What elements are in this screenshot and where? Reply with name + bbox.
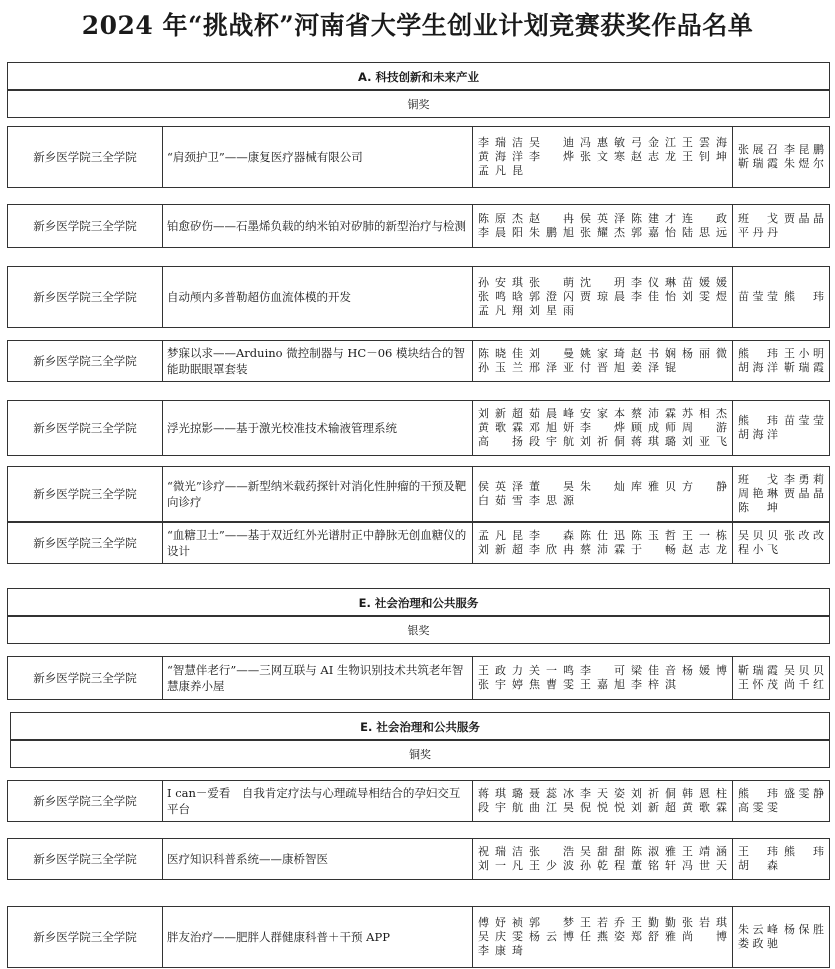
person-name: 段宇航 bbox=[529, 435, 574, 448]
project-cell: I can－爱看 自我肯定疗法与心理疏导相结合的孕妇交互平台 bbox=[163, 781, 473, 821]
person-name: 刘亚飞 bbox=[682, 435, 727, 448]
advisors-cell bbox=[733, 205, 829, 247]
school-cell: 新乡医学院三全学院 bbox=[8, 341, 163, 381]
advisors-cell bbox=[733, 267, 829, 327]
person-name: 孙安琪 bbox=[478, 276, 523, 289]
person-name: 张文寒 bbox=[580, 150, 625, 163]
person-name: 张岩琪 bbox=[682, 916, 727, 929]
person-name: 程小飞 bbox=[738, 543, 778, 556]
school-cell: 新乡医学院三全学院 bbox=[8, 657, 163, 699]
person-name: 李勇莉 bbox=[784, 473, 824, 486]
person-name: 李昆鹏 bbox=[784, 143, 824, 156]
person-name: 韩恩柱 bbox=[682, 787, 727, 800]
advisors-cell bbox=[733, 657, 829, 699]
person-name: 侯英泽 bbox=[478, 480, 523, 493]
person-name: 赵志龙 bbox=[631, 150, 676, 163]
person-name: 苏相杰 bbox=[682, 407, 727, 420]
table-row bbox=[7, 656, 830, 700]
members-cell bbox=[473, 781, 733, 821]
person-name: 孟凡昆 bbox=[478, 529, 523, 542]
school-cell: 新乡医学院三全学院 bbox=[8, 401, 163, 455]
person-name: 熊 玮 bbox=[738, 347, 778, 360]
person-name: 王靖涵 bbox=[682, 845, 727, 858]
advisors-cell bbox=[733, 523, 829, 563]
person-name: 顾成师 bbox=[631, 421, 676, 434]
person-name: 蔡沛霖 bbox=[631, 407, 676, 420]
person-name: 陈玉哲 bbox=[631, 529, 676, 542]
person-name: 陆思远 bbox=[682, 226, 727, 239]
person-name: 蒋琪璐 bbox=[631, 435, 676, 448]
project-cell: “智慧伴老行”——三网互联与 AI 生物识别技术共筑老年智慧康养小屋 bbox=[163, 657, 473, 699]
award-header: 银奖 bbox=[7, 616, 830, 644]
person-name: 朱鹏旭 bbox=[529, 226, 574, 239]
person-name: 靳瑞霞 bbox=[738, 157, 778, 170]
person-name: 蒋琪璐 bbox=[478, 787, 523, 800]
person-name: 郭澄闪 bbox=[529, 290, 574, 303]
person-name: 赵 冉 bbox=[529, 212, 574, 225]
person-name: 傅妤祯 bbox=[478, 916, 523, 929]
person-name: 胡海洋 bbox=[738, 428, 778, 441]
person-name: 班 戈 bbox=[738, 473, 778, 486]
school-cell: 新乡医学院三全学院 bbox=[8, 127, 163, 187]
person-name: 姚家琦 bbox=[580, 347, 625, 360]
person-name: 张 浩 bbox=[529, 845, 574, 858]
members-cell bbox=[473, 907, 733, 967]
project-cell: “肩颈护卫”——康复医疗器械有限公司 bbox=[163, 127, 473, 187]
person-name: 杨媛博 bbox=[682, 664, 727, 677]
school-cell: 新乡医学院三全学院 bbox=[8, 781, 163, 821]
person-name: 苗莹莹 bbox=[738, 290, 778, 303]
person-name: 平丹丹 bbox=[738, 226, 778, 239]
person-name: 王 玮 bbox=[738, 845, 778, 858]
person-name: 王少波 bbox=[529, 859, 574, 872]
person-name: 弓金江 bbox=[631, 136, 676, 149]
person-name: 赵书娴 bbox=[631, 347, 676, 360]
person-name: 刘星雨 bbox=[529, 304, 574, 317]
person-name: 董铭轩 bbox=[631, 859, 676, 872]
person-name: 段宇航 bbox=[478, 801, 523, 814]
person-name: 库雅贝 bbox=[631, 480, 676, 493]
members-cell bbox=[473, 267, 733, 327]
advisors-cell bbox=[733, 839, 829, 879]
person-name: 孙乾程 bbox=[580, 859, 625, 872]
person-name: 冯惠敏 bbox=[580, 136, 625, 149]
advisors-cell bbox=[733, 467, 829, 521]
person-name: 陈建才 bbox=[631, 212, 676, 225]
category-header: E. 社会治理和公共服务 bbox=[10, 712, 830, 740]
members-cell bbox=[473, 341, 733, 381]
person-name: 方 静 bbox=[682, 480, 727, 493]
person-name: 朱煜尔 bbox=[784, 157, 824, 170]
person-name: 刘祈侗 bbox=[631, 787, 676, 800]
person-name: 朱 灿 bbox=[580, 480, 625, 493]
person-name: 贾晶晶 bbox=[784, 212, 824, 225]
person-name: 赵志龙 bbox=[682, 543, 727, 556]
person-name: 张展召 bbox=[738, 143, 778, 156]
project-cell: “血糖卫士”——基于双近红外光谱肘正中静脉无创血糖仪的设计 bbox=[163, 523, 473, 563]
person-name: 于 畅 bbox=[631, 543, 676, 556]
members-cell bbox=[473, 127, 733, 187]
person-name: 黄歌霖 bbox=[682, 801, 727, 814]
person-name: 靳瑞霞 bbox=[784, 361, 824, 374]
award-header: 铜奖 bbox=[10, 740, 830, 768]
members-cell bbox=[473, 657, 733, 699]
person-name: 胡 森 bbox=[738, 859, 778, 872]
person-name: 杨丽微 bbox=[682, 347, 727, 360]
person-name: 李仪琳 bbox=[631, 276, 676, 289]
person-name: 尚 博 bbox=[682, 930, 727, 943]
members-cell bbox=[473, 523, 733, 563]
advisors-cell bbox=[733, 907, 829, 967]
person-name: 贾晶晶 bbox=[784, 487, 824, 500]
person-name: 王一栋 bbox=[682, 529, 727, 542]
person-name: 刘祈侗 bbox=[580, 435, 625, 448]
table-row bbox=[7, 838, 830, 880]
person-name: 祝瑞洁 bbox=[478, 845, 523, 858]
table-row bbox=[7, 522, 830, 564]
person-name: 茹晨峰 bbox=[529, 407, 574, 420]
person-name: 焦曹雯 bbox=[529, 678, 574, 691]
person-name: 熊 玮 bbox=[784, 290, 824, 303]
advisors-cell bbox=[733, 127, 829, 187]
person-name: 刘一凡 bbox=[478, 859, 523, 872]
person-name: 姜泽锟 bbox=[631, 361, 676, 374]
person-name: 黄海洋 bbox=[478, 150, 523, 163]
person-name: 张 萌 bbox=[529, 276, 574, 289]
person-name: 侯英泽 bbox=[580, 212, 625, 225]
person-name: 吴甜甜 bbox=[580, 845, 625, 858]
person-name: 王怀茂 bbox=[738, 678, 778, 691]
advisors-cell bbox=[733, 341, 829, 381]
person-name: 任燕姿 bbox=[580, 930, 625, 943]
table-row bbox=[7, 466, 830, 522]
table-row bbox=[7, 266, 830, 328]
person-name: 孙玉兰 bbox=[478, 361, 523, 374]
person-name: 靳瑞霞 bbox=[738, 664, 778, 677]
person-name: 李晨阳 bbox=[478, 226, 523, 239]
person-name: 郭 梦 bbox=[529, 916, 574, 929]
person-name: 张耀杰 bbox=[580, 226, 625, 239]
person-name: 黄歌霖 bbox=[478, 421, 523, 434]
person-name: 刘新超 bbox=[478, 543, 523, 556]
person-name: 蔡沛霖 bbox=[580, 543, 625, 556]
school-cell: 新乡医学院三全学院 bbox=[8, 467, 163, 521]
person-name: 班 戈 bbox=[738, 212, 778, 225]
advisors-cell bbox=[733, 401, 829, 455]
members-cell bbox=[473, 205, 733, 247]
project-cell: “微光”诊疗——新型纳米载药探针对消化性肿瘤的干预及靶向诊疗 bbox=[163, 467, 473, 521]
table-row bbox=[7, 340, 830, 382]
person-name: 李 烨 bbox=[580, 421, 625, 434]
page-title: 2024 年“挑战杯”河南省大学生创业计划竞赛获奖作品名单 bbox=[81, 11, 754, 40]
school-cell: 新乡医学院三全学院 bbox=[8, 205, 163, 247]
project-cell: 铂愈矽伤——石墨烯负载的纳米铂对矽肺的新型治疗与检测 bbox=[163, 205, 473, 247]
person-name: 郭嘉怡 bbox=[631, 226, 676, 239]
person-name: 王雲海 bbox=[682, 136, 727, 149]
table-row bbox=[7, 204, 830, 248]
person-name: 梁佳音 bbox=[631, 664, 676, 677]
person-name: 陈 坤 bbox=[738, 501, 778, 514]
members-cell bbox=[473, 401, 733, 455]
person-name: 贾琼晨 bbox=[580, 290, 625, 303]
person-name: 胡海洋 bbox=[738, 361, 778, 374]
person-name: 刘 曼 bbox=[529, 347, 574, 360]
person-name: 熊 玮 bbox=[738, 787, 778, 800]
school-cell: 新乡医学院三全学院 bbox=[8, 907, 163, 967]
person-name: 邓旭妍 bbox=[529, 421, 574, 434]
school-cell: 新乡医学院三全学院 bbox=[8, 523, 163, 563]
person-name: 吴庆雯 bbox=[478, 930, 523, 943]
members-cell bbox=[473, 467, 733, 521]
project-cell: 梦寐以求——Arduino 微控制器与 HC－06 模块结合的智能助眠眼罩套装 bbox=[163, 341, 473, 381]
person-name: 朱云峰 bbox=[738, 923, 778, 936]
person-name: 盛雯静 bbox=[784, 787, 824, 800]
person-name: 聂蕊冰 bbox=[529, 787, 574, 800]
person-name: 张宇婷 bbox=[478, 678, 523, 691]
person-name: 刘雯煜 bbox=[682, 290, 727, 303]
project-cell: 医疗知识科普系统——康桥智医 bbox=[163, 839, 473, 879]
category-header: A. 科技创新和未来产业 bbox=[7, 62, 830, 90]
person-name: 李康琦 bbox=[478, 944, 523, 957]
person-name: 刘新超 bbox=[631, 801, 676, 814]
person-name: 王勤勤 bbox=[631, 916, 676, 929]
person-name: 刘新超 bbox=[478, 407, 523, 420]
person-name: 周 游 bbox=[682, 421, 727, 434]
table-row bbox=[7, 400, 830, 456]
award-header: 铜奖 bbox=[7, 90, 830, 118]
person-name: 李瑞洁 bbox=[478, 136, 523, 149]
person-name: 李天姿 bbox=[580, 787, 625, 800]
person-name: 连 政 bbox=[682, 212, 727, 225]
person-name: 郑舒雅 bbox=[631, 930, 676, 943]
person-name: 李佳怡 bbox=[631, 290, 676, 303]
person-name: 吴贝贝 bbox=[784, 664, 824, 677]
person-name: 李梓淇 bbox=[631, 678, 676, 691]
person-name: 李思源 bbox=[529, 494, 574, 507]
person-name: 沈 玥 bbox=[580, 276, 625, 289]
person-name: 王政力 bbox=[478, 664, 523, 677]
person-name: 熊 玮 bbox=[784, 845, 824, 858]
person-name: 苗莹莹 bbox=[784, 414, 824, 427]
person-name: 娄政驰 bbox=[738, 937, 778, 950]
person-name: 吴贝贝 bbox=[738, 529, 778, 542]
person-name: 孟凡翔 bbox=[478, 304, 523, 317]
person-name: 邢泽亚 bbox=[529, 361, 574, 374]
person-name: 陈仕迅 bbox=[580, 529, 625, 542]
person-name: 李 烨 bbox=[529, 150, 574, 163]
person-name: 苗媛媛 bbox=[682, 276, 727, 289]
person-name: 王嘉旭 bbox=[580, 678, 625, 691]
person-name: 杨云博 bbox=[529, 930, 574, 943]
person-name: 王钊坤 bbox=[682, 150, 727, 163]
person-name: 李 可 bbox=[580, 664, 625, 677]
school-cell: 新乡医学院三全学院 bbox=[8, 267, 163, 327]
school-cell: 新乡医学院三全学院 bbox=[8, 839, 163, 879]
person-name: 张改改 bbox=[784, 529, 824, 542]
person-name: 王小明 bbox=[784, 347, 824, 360]
project-cell: 胖友治疗——肥胖人群健康科普＋干预 APP bbox=[163, 907, 473, 967]
person-name: 白茹雪 bbox=[478, 494, 523, 507]
person-name: 曲江昊 bbox=[529, 801, 574, 814]
person-name: 高 扬 bbox=[478, 435, 523, 448]
category-header: E. 社会治理和公共服务 bbox=[7, 588, 830, 616]
person-name: 安家本 bbox=[580, 407, 625, 420]
person-name: 陈晓佳 bbox=[478, 347, 523, 360]
person-name: 付晋旭 bbox=[580, 361, 625, 374]
person-name: 熊 玮 bbox=[738, 414, 778, 427]
members-cell bbox=[473, 839, 733, 879]
person-name: 吴 迪 bbox=[529, 136, 574, 149]
project-cell: 浮光掠影——基于激光校准技术输液管理系统 bbox=[163, 401, 473, 455]
person-name: 孟凡昆 bbox=[478, 164, 523, 177]
person-name: 张鸣晗 bbox=[478, 290, 523, 303]
person-name: 关一鸣 bbox=[529, 664, 574, 677]
person-name: 杨保胜 bbox=[784, 923, 824, 936]
person-name: 陈淑雅 bbox=[631, 845, 676, 858]
person-name: 李 森 bbox=[529, 529, 574, 542]
person-name: 倪悦悦 bbox=[580, 801, 625, 814]
project-cell: 自动颅内多普勒超仿血流体模的开发 bbox=[163, 267, 473, 327]
advisors-cell bbox=[733, 781, 829, 821]
person-name: 尚千红 bbox=[784, 678, 824, 691]
person-name: 王若乔 bbox=[580, 916, 625, 929]
person-name: 李欣冉 bbox=[529, 543, 574, 556]
person-name: 周艳琳 bbox=[738, 487, 778, 500]
table-row bbox=[7, 126, 830, 188]
table-row bbox=[7, 780, 830, 822]
table-row bbox=[7, 906, 830, 968]
person-name: 陈原杰 bbox=[478, 212, 523, 225]
person-name: 董 昊 bbox=[529, 480, 574, 493]
person-name: 高雯雯 bbox=[738, 801, 778, 814]
person-name: 冯世天 bbox=[682, 859, 727, 872]
